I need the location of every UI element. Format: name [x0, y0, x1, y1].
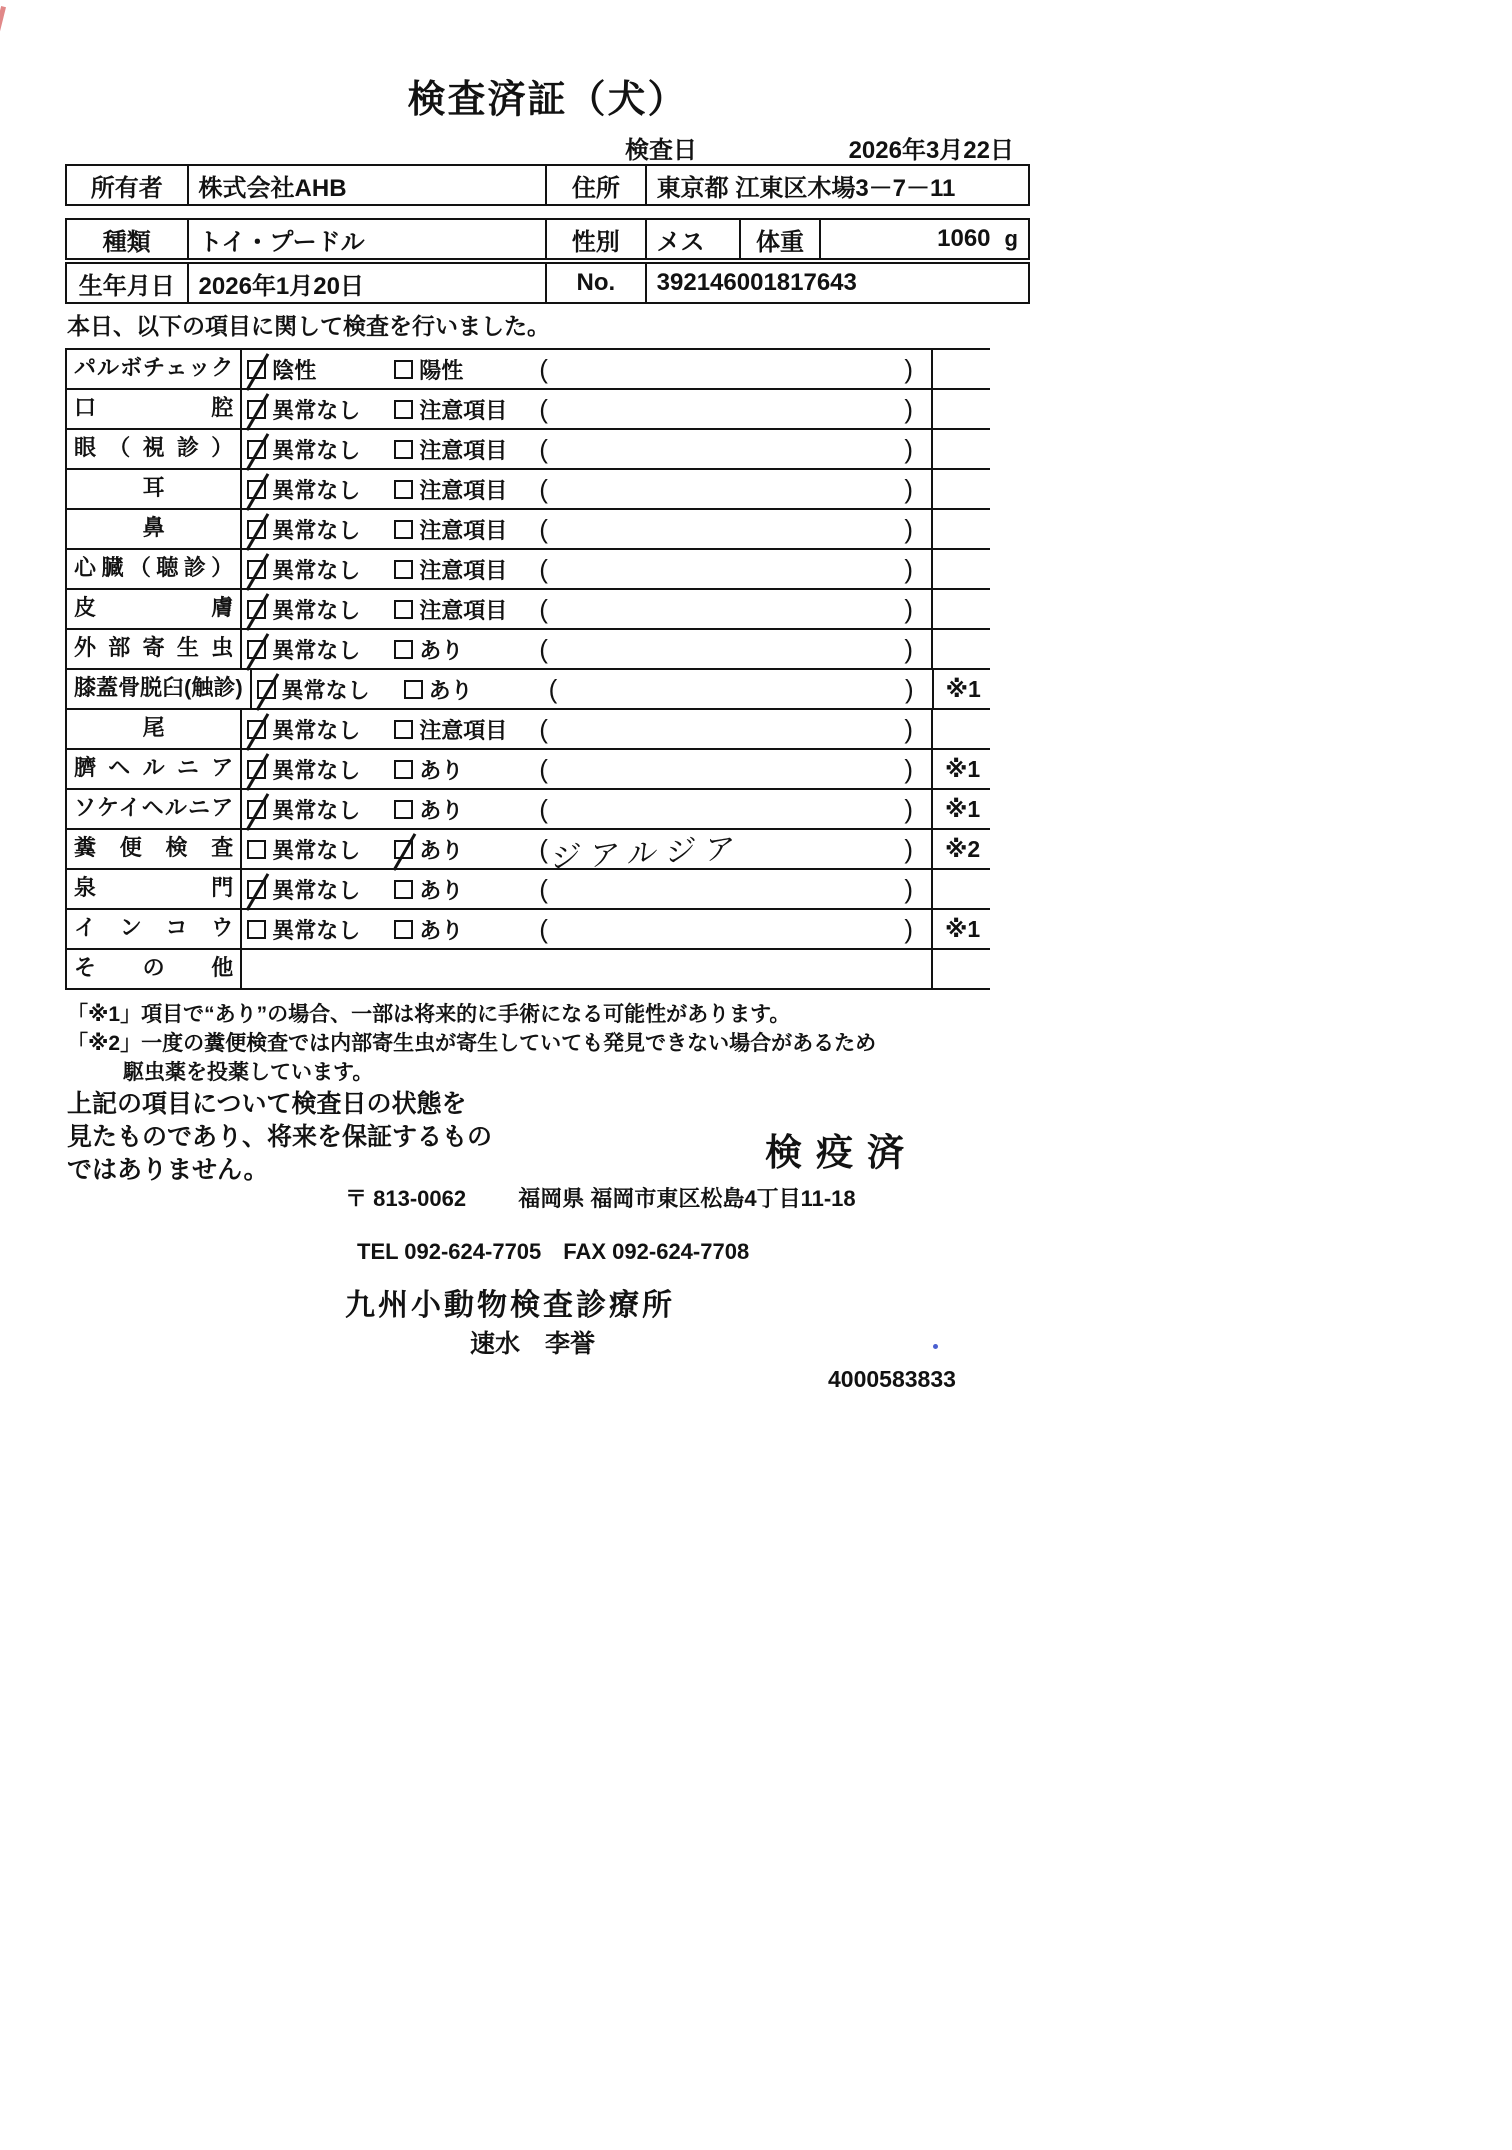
open-paren: ( — [539, 633, 548, 664]
checkbox — [247, 920, 266, 939]
disclaimer-line-3: ではありません。 — [67, 1156, 269, 1184]
open-paren: ( — [539, 393, 548, 424]
checkbox — [257, 680, 276, 699]
result-parentheses — [537, 590, 931, 628]
checkbox — [394, 800, 413, 819]
checkbox — [247, 600, 266, 619]
row-label: 心臓（聴診） — [65, 550, 242, 588]
row-body — [242, 950, 933, 988]
option-label: 注意項目 — [419, 517, 508, 543]
option-label: 異常なし — [272, 757, 361, 783]
address-label: 住所 — [545, 166, 645, 204]
row-note — [933, 510, 990, 548]
inspection-table — [65, 348, 990, 990]
option-o1 — [247, 910, 394, 948]
row-note: ※2 — [945, 835, 981, 862]
row-body — [242, 710, 933, 748]
option-label: 異常なし — [281, 677, 370, 703]
result-parentheses — [537, 630, 931, 668]
row-note: ※1 — [945, 915, 981, 942]
option-o1 — [247, 590, 394, 628]
checkbox — [394, 440, 413, 459]
option-o1 — [247, 710, 394, 748]
check-mark — [246, 353, 270, 391]
option-label: 注意項目 — [419, 557, 508, 583]
open-paren: ( — [548, 673, 558, 704]
option-o2 — [394, 470, 537, 508]
open-paren: ( — [539, 793, 548, 824]
row-label: 耳 — [65, 470, 242, 508]
checkbox — [394, 720, 413, 739]
option-label: 注意項目 — [419, 597, 508, 623]
checkbox — [247, 720, 266, 739]
checkbox — [394, 840, 413, 859]
inspection-date-value: 2026年3月22日 — [848, 137, 1014, 164]
option-o1 — [247, 870, 394, 908]
row-body — [242, 910, 933, 948]
checkbox — [247, 360, 266, 379]
table-row — [65, 470, 990, 510]
option-label: 注意項目 — [419, 717, 508, 743]
owner-table — [65, 164, 1030, 206]
row-label: 口腔 — [65, 390, 242, 428]
table-row — [65, 350, 990, 390]
table-row — [65, 390, 990, 430]
check-mark — [246, 753, 270, 791]
open-paren: ( — [539, 513, 548, 544]
option-o1 — [247, 550, 394, 588]
row-note: ※1 — [945, 675, 981, 702]
result-parentheses — [537, 750, 931, 788]
sex-label: 性別 — [545, 220, 645, 258]
close-paren: ) — [904, 793, 914, 824]
checkbox — [394, 640, 413, 659]
table-row — [65, 670, 990, 710]
no-value: 392146001817643 — [645, 264, 1028, 302]
option-o2 — [394, 710, 537, 748]
row-body — [242, 470, 933, 508]
option-label: あり — [419, 637, 464, 663]
option-label: 異常なし — [272, 877, 361, 903]
row-label: 膝蓋骨脱臼(触診) — [65, 670, 252, 708]
row-label: パルボチェック — [65, 350, 242, 388]
option-label: 注意項目 — [419, 477, 508, 503]
page-title: 検査済証（犬） — [407, 79, 688, 121]
result-parentheses — [537, 390, 931, 428]
veterinarian-name: 速水 李誉 — [470, 1330, 596, 1358]
option-o2 — [394, 870, 537, 908]
birth-table — [65, 262, 1030, 304]
table-row — [65, 950, 990, 990]
check-mark — [246, 553, 270, 591]
checkbox — [394, 760, 413, 779]
disclaimer-text — [67, 1088, 492, 1187]
option-o2 — [394, 910, 537, 948]
breed-value: トイ・プードル — [187, 220, 545, 258]
result-parentheses — [537, 550, 931, 588]
option-label: 異常なし — [272, 557, 361, 583]
checkbox — [394, 400, 413, 419]
table-row — [65, 830, 990, 876]
weight-label: 体重 — [739, 220, 819, 258]
row-note — [933, 430, 990, 468]
row-body — [242, 830, 933, 876]
result-parentheses — [537, 470, 931, 508]
option-label: あり — [428, 677, 473, 703]
option-o2 — [394, 430, 537, 468]
weight-unit: g — [1004, 226, 1018, 251]
clinic-name: 九州小動物検査診療所 — [345, 1289, 675, 1322]
option-label: あり — [419, 757, 464, 783]
row-body — [242, 390, 933, 428]
option-label: 異常なし — [272, 597, 361, 623]
table-row — [65, 550, 990, 590]
open-paren: ( — [539, 433, 548, 464]
inspection-date-row — [65, 130, 1030, 162]
option-label: 異常なし — [272, 517, 361, 543]
check-mark — [246, 713, 270, 751]
row-body — [252, 670, 934, 708]
row-body — [242, 630, 933, 668]
serial-number: 4000583833 — [828, 1366, 956, 1392]
intro-text: 本日、以下の項目に関して検査を行いました。 — [67, 313, 550, 339]
table-row — [65, 750, 990, 790]
row-note — [933, 390, 990, 428]
row-body — [242, 510, 933, 548]
scan-artifact-blue — [933, 1344, 938, 1349]
option-label: 異常なし — [272, 437, 361, 463]
row-body — [242, 790, 933, 828]
result-parentheses — [537, 830, 931, 876]
option-label: あり — [419, 917, 464, 943]
close-paren: ) — [904, 393, 914, 424]
option-o2 — [394, 390, 537, 428]
owner-value: 株式会社AHB — [187, 166, 545, 204]
row-label: 外部寄生虫 — [65, 630, 242, 668]
row-note — [933, 630, 990, 668]
row-note: ※1 — [945, 795, 981, 822]
close-paren: ) — [904, 353, 914, 384]
option-label: 異常なし — [272, 477, 361, 503]
open-paren: ( — [539, 913, 548, 944]
close-paren: ) — [904, 713, 914, 744]
checkbox — [394, 920, 413, 939]
checkbox — [247, 800, 266, 819]
option-o1 — [247, 470, 394, 508]
option-o1 — [247, 750, 394, 788]
footnotes — [67, 1000, 876, 1087]
checkbox — [247, 400, 266, 419]
row-label: ソケイヘルニア — [65, 790, 242, 828]
handwritten-result: ジアルジア — [549, 831, 746, 876]
open-paren: ( — [539, 553, 548, 584]
row-note — [933, 590, 990, 628]
open-paren: ( — [539, 473, 548, 504]
option-o1 — [247, 390, 394, 428]
checkbox — [247, 760, 266, 779]
row-body — [242, 350, 933, 388]
option-o2 — [394, 590, 537, 628]
check-mark — [246, 873, 270, 911]
open-paren: ( — [539, 753, 548, 784]
row-body — [242, 430, 933, 468]
row-body — [242, 870, 933, 908]
footnote-2-continued: 駆虫薬を投薬しています。 — [123, 1061, 374, 1084]
option-o2 — [394, 830, 537, 868]
table-row — [65, 430, 990, 470]
check-mark — [246, 513, 270, 551]
address-value: 東京都 江東区木場3－7－11 — [645, 166, 1028, 204]
option-o2 — [394, 790, 537, 828]
result-parentheses — [537, 430, 931, 468]
row-label: 泉門 — [65, 870, 242, 908]
result-parentheses — [537, 910, 931, 948]
option-label: 陽性 — [419, 357, 464, 383]
option-label: あり — [419, 797, 464, 823]
option-label: 注意項目 — [419, 437, 508, 463]
option-o2 — [404, 670, 547, 708]
row-label: 皮膚 — [65, 590, 242, 628]
result-parentheses — [537, 350, 931, 388]
option-o1 — [247, 830, 394, 868]
row-note — [933, 710, 990, 748]
checkbox — [394, 560, 413, 579]
postal-code: 〒 813-0062 — [345, 1186, 467, 1211]
option-o1 — [247, 510, 394, 548]
row-label: インコウ — [65, 910, 242, 948]
table-row — [65, 590, 990, 630]
check-mark — [246, 633, 270, 671]
row-note: ※1 — [945, 755, 981, 782]
close-paren: ) — [904, 673, 914, 704]
clinic-postal-address — [345, 1182, 856, 1213]
footnote-2: 「※2」一度の糞便検査では内部寄生虫が寄生していても発見できない場合があるため — [67, 1032, 877, 1055]
option-o1 — [247, 350, 394, 388]
row-body — [242, 750, 933, 788]
checkbox — [394, 520, 413, 539]
result-parentheses — [537, 510, 931, 548]
open-paren: ( — [539, 833, 548, 864]
birth-value: 2026年1月20日 — [187, 264, 545, 302]
option-o1 — [247, 630, 394, 668]
option-o2 — [394, 630, 537, 668]
sex-value: メス — [645, 220, 740, 258]
option-label: あり — [419, 837, 464, 863]
row-label: その他 — [65, 950, 242, 988]
checkbox — [247, 520, 266, 539]
checkbox — [247, 880, 266, 899]
open-paren: ( — [539, 873, 548, 904]
option-o2 — [394, 550, 537, 588]
row-note — [933, 950, 990, 988]
check-mark — [246, 793, 270, 831]
checkbox — [404, 680, 423, 699]
close-paren: ) — [904, 753, 914, 784]
table-row — [65, 910, 990, 950]
open-paren: ( — [539, 713, 548, 744]
checkbox — [247, 480, 266, 499]
result-parentheses — [537, 870, 931, 908]
option-o1 — [247, 430, 394, 468]
close-paren: ) — [904, 873, 914, 904]
table-row — [65, 870, 990, 910]
table-row — [65, 710, 990, 750]
checkbox — [247, 840, 266, 859]
option-label: 異常なし — [272, 637, 361, 663]
option-label: あり — [419, 877, 464, 903]
disclaimer-line-1: 上記の項目について検査日の状態を — [67, 1090, 467, 1118]
row-body — [242, 550, 933, 588]
option-o2 — [394, 510, 537, 548]
checkbox — [394, 600, 413, 619]
pet-table — [65, 218, 1030, 260]
open-paren: ( — [539, 593, 548, 624]
clinic-tel-fax: TEL 092-624-7705 FAX 092-624-7708 — [357, 1239, 750, 1264]
open-paren: ( — [539, 353, 548, 384]
table-row — [65, 790, 990, 830]
close-paren: ) — [904, 553, 914, 584]
close-paren: ) — [904, 833, 914, 864]
option-label: 注意項目 — [419, 397, 508, 423]
inspection-date-label: 検査日 — [625, 137, 697, 164]
row-label: 糞便検査 — [65, 830, 242, 868]
close-paren: ) — [904, 913, 914, 944]
option-label: 異常なし — [272, 837, 361, 863]
checkbox — [394, 880, 413, 899]
no-label: No. — [545, 264, 645, 302]
scan-artifact-red — [0, 6, 6, 48]
birth-label: 生年月日 — [78, 272, 175, 300]
close-paren: ) — [904, 593, 914, 624]
result-parentheses — [547, 670, 932, 708]
weight-number: 1060 — [937, 225, 991, 252]
row-body — [242, 590, 933, 628]
close-paren: ) — [904, 513, 914, 544]
quarantine-stamp: 検疫済 — [765, 1132, 918, 1173]
option-label: 異常なし — [272, 717, 361, 743]
row-note — [933, 470, 990, 508]
row-note — [933, 350, 990, 388]
option-o2 — [394, 750, 537, 788]
checkbox — [247, 440, 266, 459]
row-label: 鼻 — [65, 510, 242, 548]
checkbox — [247, 640, 266, 659]
close-paren: ) — [904, 433, 914, 464]
row-note — [933, 870, 990, 908]
result-parentheses — [537, 710, 931, 748]
breed-label: 種類 — [102, 228, 151, 256]
owner-label: 所有者 — [90, 174, 163, 202]
checkbox — [394, 360, 413, 379]
option-label: 異常なし — [272, 797, 361, 823]
option-label: 異常なし — [272, 917, 361, 943]
row-label: 尾 — [65, 710, 242, 748]
row-label: 眼（視診） — [65, 430, 242, 468]
check-mark — [393, 833, 417, 871]
table-row — [65, 510, 990, 550]
check-mark — [246, 473, 270, 511]
clinic-address: 福岡県 福岡市東区松島4丁目11-18 — [518, 1186, 856, 1211]
disclaimer-line-2: 見たものであり、将来を保証するもの — [67, 1123, 493, 1151]
row-note — [933, 550, 990, 588]
option-label: 陰性 — [272, 357, 317, 383]
checkbox — [394, 480, 413, 499]
option-label: 異常なし — [272, 397, 361, 423]
option-o2 — [394, 350, 537, 388]
row-label: 臍ヘルニア — [65, 750, 242, 788]
weight-value — [819, 220, 1028, 258]
option-o1 — [257, 670, 404, 708]
close-paren: ) — [904, 633, 914, 664]
checkbox — [247, 560, 266, 579]
check-mark — [246, 593, 270, 631]
result-parentheses — [537, 790, 931, 828]
close-paren: ) — [904, 473, 914, 504]
footnote-1: 「※1」項目で“あり”の場合、一部は将来的に手術になる可能性があります。 — [67, 1003, 791, 1026]
check-mark — [246, 393, 270, 431]
table-row — [65, 630, 990, 670]
check-mark — [246, 433, 270, 471]
option-o1 — [247, 790, 394, 828]
check-mark — [255, 673, 279, 711]
